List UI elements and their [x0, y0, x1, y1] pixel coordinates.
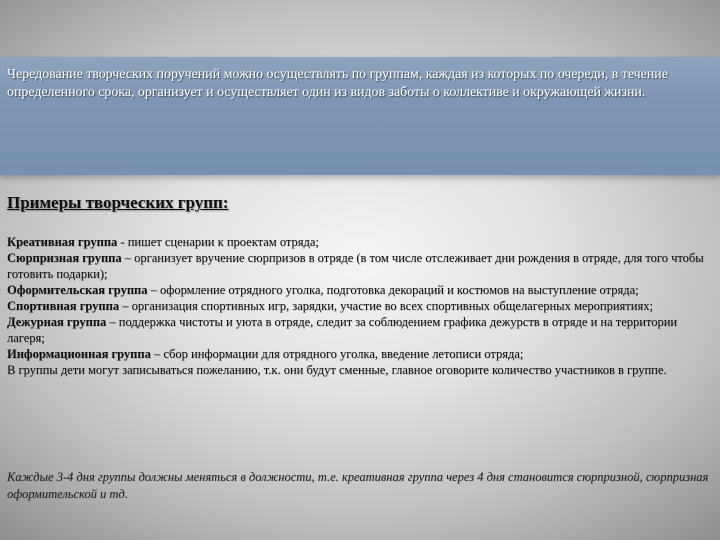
- group-description: – организует вручение сюрпризов в отряде (в том числе отслеживает дни рождения в отряде, для того чтобы готовить подарки);: [7, 251, 704, 281]
- group-name: Сюрпризная группа: [7, 251, 122, 265]
- group-item-duty: [7, 314, 711, 346]
- group-name: Дежурная группа: [7, 315, 107, 329]
- group-description: – оформление отрядного уголка, подготовка декораций и костюмов на выступление отряда;: [147, 283, 639, 297]
- intro-paragraph: Чередование творческих поручений можно осуществлять по группам, каждая из которых по очереди, в течение определенного срока, организует и осуществляет один из видов заботы о коллективе и окружающей жизни.: [7, 67, 668, 100]
- group-name: Информационная группа: [7, 347, 151, 361]
- groups-footer: В группы дети могут записываться пожеланию, т.к. они будут сменные, главное оговорите количество участников в группе.: [7, 363, 667, 377]
- group-name: Спортивная группа: [7, 299, 120, 313]
- group-item-design: [7, 282, 711, 298]
- group-item-surprise: [7, 250, 711, 282]
- rotation-note: Каждые 3-4 дня группы должны меняться в должности, т.е. креативная группа через 4 дня становится сюрпризной, сюрпризная оформительской и тд.: [7, 470, 709, 501]
- group-list: [7, 234, 711, 378]
- group-item-info: [7, 346, 711, 362]
- group-name: Креативная группа: [7, 235, 118, 249]
- group-item-creative: [7, 234, 711, 250]
- group-description: – организация спортивных игр, зарядки, участие во всех спортивных общелагерных мероприятиях;: [119, 299, 653, 313]
- group-description: – сбор информации для отрядного уголка, введение летописи отряда;: [150, 347, 524, 361]
- section-heading: Примеры творческих групп:: [7, 193, 229, 212]
- group-item-sports: [7, 298, 711, 314]
- group-description: – поддержка чистоты и уюта в отряде, следит за соблюдением графика дежурств в отряде и на территории лагеря;: [7, 315, 678, 345]
- group-name: Оформительская группа: [7, 283, 148, 297]
- group-description: - пишет сценарии к проектам отряда;: [117, 235, 319, 249]
